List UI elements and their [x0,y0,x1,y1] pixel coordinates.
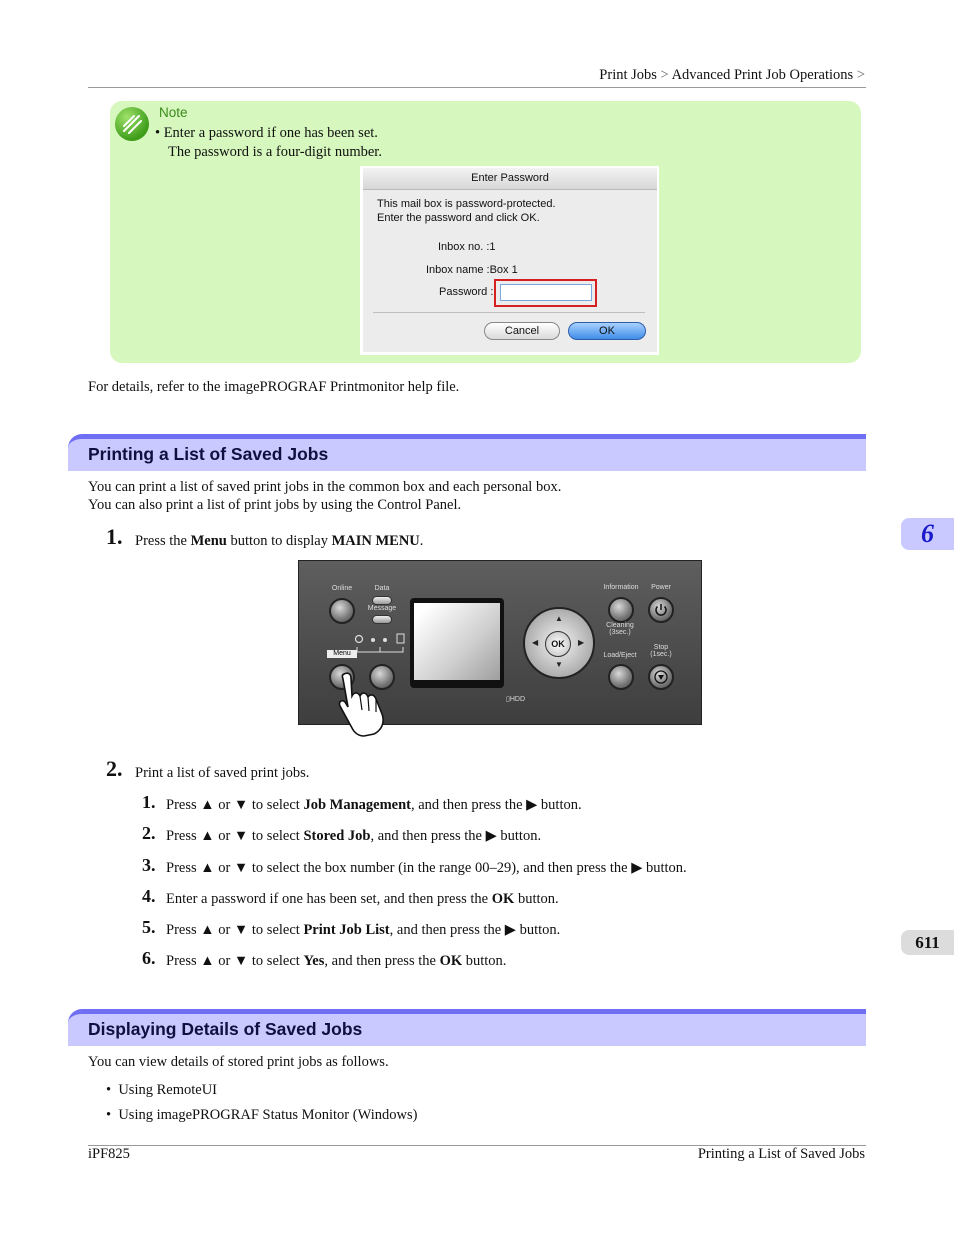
dialog-message-1: This mail box is password-protected. [377,198,556,210]
substep-number: 6. [142,948,156,968]
panel-display-screen [414,603,500,680]
substep-text: Press ▲ or ▼ to select [166,828,304,844]
note-label: Note [159,105,188,120]
panel-label-hdd: HDD [509,696,526,703]
breadcrumb-separator: > [660,67,669,83]
breadcrumb-item-print-jobs[interactable]: Print Jobs [599,67,657,83]
panel-label-stop-sub: (1sec.) [650,651,672,658]
inbox-no-row [438,241,496,253]
substep-bold: OK [439,953,463,969]
substep-bold: Stored Job [303,828,371,844]
section-title-displaying-details: Displaying Details of Saved Jobs [88,1019,363,1039]
ok-button[interactable]: OK [568,322,646,340]
substep-text: , and then press the ▶ button. [410,797,582,813]
substep-1-text [166,797,582,814]
panel-ok-button[interactable]: OK [545,631,571,657]
online-button[interactable] [329,598,355,624]
information-button[interactable] [608,597,634,623]
footer-model: iPF825 [88,1146,130,1162]
panel-label-cleaning-sub: (3sec.) [609,629,631,636]
substep-bold: Yes [303,953,325,969]
panel-label-information: Information [603,584,639,591]
note-line-2: The password is a four-digit number. [168,144,382,160]
substep-text: Press ▲ or ▼ to select [166,922,304,938]
substep-text: , and then press the ▶ button. [370,828,542,844]
substep-text: Enter a password if one has been set, and then press the [166,891,492,907]
substep-number: 4. [142,886,156,906]
substep-text: , and then press the ▶ button. [389,922,561,938]
password-input[interactable] [500,284,592,301]
substep-text: , and then press the [324,953,440,969]
list-item [106,1107,417,1124]
step-2-text: Print a list of saved print jobs. [135,765,310,781]
bullet: • [106,1107,119,1123]
hdd-indicator [506,695,525,703]
power-button[interactable] [648,597,674,623]
substep-bold: Print Job List [303,922,390,938]
section2-intro: You can view details of stored print jobs as follows. [88,1054,389,1070]
panel-label-menu: Menu [327,650,357,658]
inbox-name-label: Inbox name : [426,264,490,276]
hdd-icon: ▯ [506,696,510,703]
footer-section-title: Printing a List of Saved Jobs [697,1146,865,1162]
load-eject-button[interactable] [608,664,634,690]
bullet: • [106,1082,119,1098]
down-arrow-icon[interactable]: ▼ [555,660,563,669]
substep-text: Press ▲ or ▼ to select [166,953,304,969]
right-arrow-icon[interactable]: ▶ [578,638,585,647]
substep-number: 2. [142,823,156,843]
panel-label-data: Data [374,585,390,592]
breadcrumb [599,67,865,84]
panel-label-power: Power [651,584,671,591]
panel-label-stop: Stop [653,644,669,651]
substep-text: button. [514,891,559,907]
substep-2-text [166,828,541,845]
substep-3-text [166,860,687,877]
dialog-message-2: Enter the password and click OK. [377,212,540,224]
substep-text: Press ▲ or ▼ to select [166,797,304,813]
note-bullet: • [155,125,161,141]
step-1-text [135,533,423,550]
message-led-icon [372,615,392,624]
substep-number: 1. [142,792,156,812]
page-number-tab: 611 [901,930,954,955]
left-arrow-icon[interactable]: ◀ [532,638,539,647]
step-1-mid: button to display [226,533,332,549]
inbox-name-row [426,264,518,276]
up-arrow-icon[interactable]: ▲ [555,614,563,623]
substep-number: 3. [142,855,156,875]
substep-bold: OK [491,891,515,907]
password-label: Password : [439,286,494,298]
pencil-note-icon [115,107,149,141]
panel-label-load-eject: Load/Eject [603,652,637,659]
panel-label-cleaning: Cleaning [606,622,634,629]
substep-bold: Job Management [303,797,411,813]
details-text: For details, refer to the imagePROGRAF Printmonitor help file. [88,379,460,395]
substep-5-text [166,922,560,939]
navigation-icons [355,633,405,645]
step-1-main-menu: MAIN MENU [331,533,420,549]
step-1-number: 1. [106,524,123,549]
panel-label-message: Message [367,605,397,612]
stop-button[interactable] [648,664,674,690]
section-title-printing-list: Printing a List of Saved Jobs [88,444,329,464]
step-2-number: 2. [106,756,123,781]
section1-intro-1: You can print a list of saved print jobs in the common box and each personal box. [88,479,562,495]
inbox-name-value: Box 1 [489,264,518,276]
list-item-text: Using RemoteUI [118,1082,217,1098]
substep-text: Press ▲ or ▼ to select the box number (in the range 00–29), and then press the ▶ button. [166,860,687,876]
section1-intro-2: You can also print a list of print jobs by using the Control Panel. [88,497,462,513]
step-1-menu: Menu [190,533,227,549]
dialog-title: Enter Password [363,168,657,190]
pointing-hand-icon [334,670,390,738]
note-line-1 [155,125,378,142]
breadcrumb-item-advanced-operations[interactable]: Advanced Print Job Operations [671,67,854,83]
inbox-no-label: Inbox no. : [438,241,490,253]
substep-4-text [166,891,559,908]
data-led-icon [372,596,392,605]
list-item-text: Using imagePROGRAF Status Monitor (Windows) [118,1107,418,1123]
step-1-pre: Press the [135,533,191,549]
chapter-tab[interactable]: 6 [901,518,954,550]
cancel-button[interactable]: Cancel [484,322,560,340]
substep-text: button. [462,953,507,969]
header-divider [88,87,866,88]
substep-6-text [166,953,506,970]
note-line-1-text: Enter a password if one has been set. [163,125,378,141]
breadcrumb-separator: > [856,67,865,83]
step-1-post: . [419,533,424,549]
dialog-divider [373,312,645,313]
substep-number: 5. [142,917,156,937]
inbox-no-value: 1 [489,241,496,253]
list-item [106,1082,217,1099]
panel-label-online: Online [331,585,353,592]
